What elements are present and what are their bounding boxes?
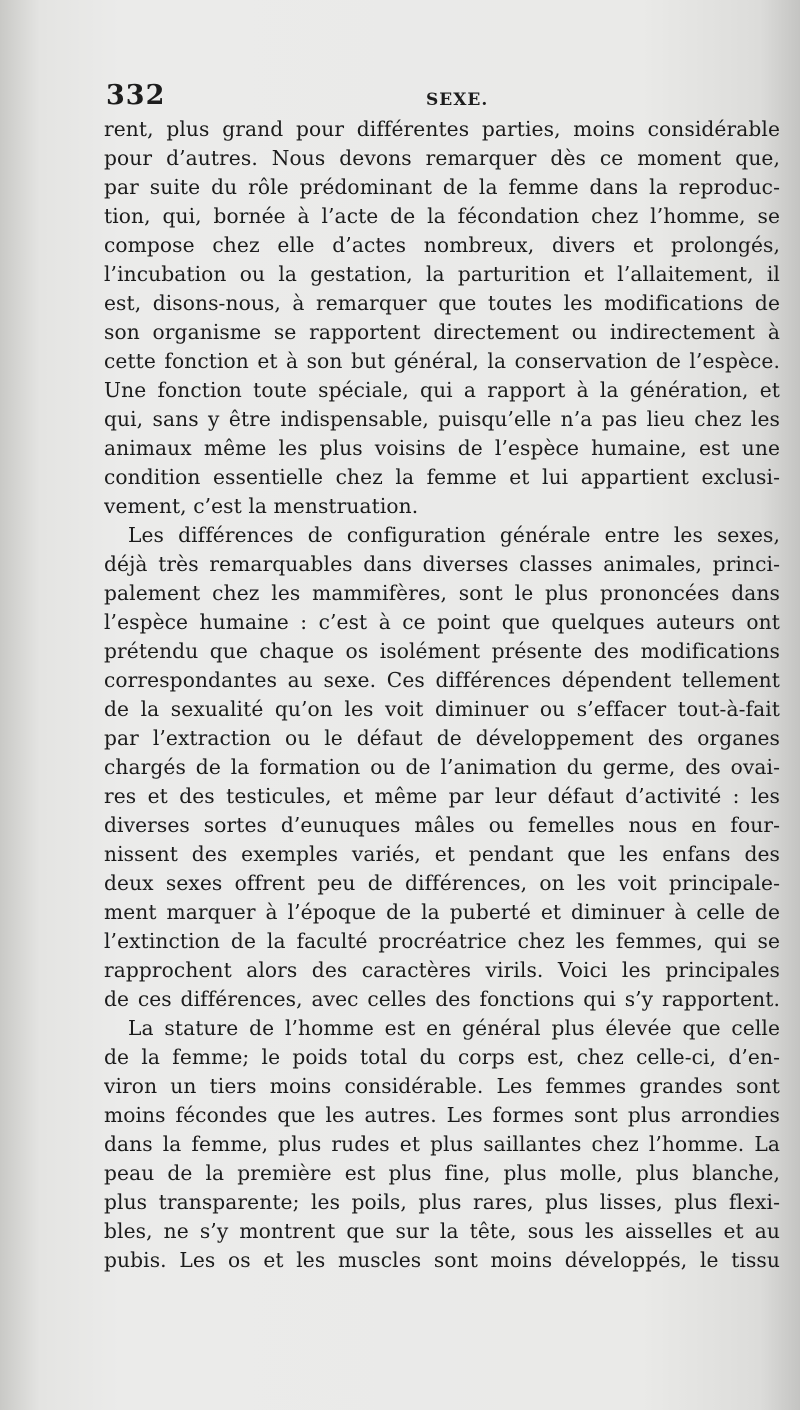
running-head: SEXE. [426, 90, 489, 110]
text-line: de la sexualité qu’on les voit diminuer ou s’effacer tout-à-fait [104, 697, 780, 721]
text-line: La stature de l’homme est en général plus élevée que celle [128, 1016, 780, 1040]
text-line: est, disons-nous, à remarquer que toutes les modifications de [104, 291, 780, 315]
text-line: son organisme se rapportent directement ou indirectement à [104, 320, 780, 344]
text-line: Les différences de configuration générale entre les sexes, [128, 523, 780, 547]
text-line: pubis. Les os et les muscles sont moins développés, le tissu [104, 1248, 780, 1272]
text-line: moins fécondes que les autres. Les formes sont plus arrondies [104, 1103, 780, 1127]
body-text [104, 115, 780, 1275]
text-line: déjà très remarquables dans diverses classes animales, princi- [104, 552, 780, 576]
text-line: prétendu que chaque os isolément présente des modifications [104, 639, 780, 663]
text-line: nissent des exemples variés, et pendant que les enfans des [104, 842, 780, 866]
text-line: viron un tiers moins considérable. Les femmes grandes sont [104, 1074, 780, 1098]
text-line: diverses sortes d’eunuques mâles ou femelles nous en four- [104, 813, 780, 837]
text-line: res et des testicules, et même par leur défaut d’activité : les [104, 784, 780, 808]
text-line: pour d’autres. Nous devons remarquer dès ce moment que, [104, 146, 780, 170]
text-line: animaux même les plus voisins de l’espèce humaine, est une [104, 436, 780, 460]
text-line: l’incubation ou la gestation, la parturition et l’allaitement, il [104, 262, 780, 286]
text-line: tion, qui, bornée à l’acte de la fécondation chez l’homme, se [104, 204, 780, 228]
text-line: correspondantes au sexe. Ces différences dépendent tellement [104, 668, 780, 692]
text-line: chargés de la formation ou de l’animation du germe, des ovai- [104, 755, 780, 779]
page-number: 332 [106, 80, 166, 111]
text-line: condition essentielle chez la femme et lui appartient exclusi- [104, 465, 780, 489]
text-line: ment marquer à l’époque de la puberté et diminuer à celle de [104, 900, 780, 924]
text-line: peau de la première est plus fine, plus molle, plus blanche, [104, 1161, 780, 1185]
text-line: Une fonction toute spéciale, qui a rapport à la génération, et [104, 378, 780, 402]
text-line: l’extinction de la faculté procréatrice chez les femmes, qui se [104, 929, 780, 953]
text-line: par l’extraction ou le défaut de développement des organes [104, 726, 780, 750]
text-line: rent, plus grand pour différentes parties, moins considérable [104, 117, 780, 141]
text-line: de la femme; le poids total du corps est, chez celle-ci, d’en- [104, 1045, 780, 1069]
text-line: deux sexes offrent peu de différences, on les voit principale- [104, 871, 780, 895]
text-line: bles, ne s’y montrent que sur la tête, sous les aisselles et au [104, 1219, 780, 1243]
text-line: palement chez les mammifères, sont le plus prononcées dans [104, 581, 780, 605]
text-line: rapprochent alors des caractères virils. Voici les principales [104, 958, 780, 982]
text-line: l’espèce humaine : c’est à ce point que quelques auteurs ont [104, 610, 780, 634]
text-line: cette fonction et à son but général, la conservation de l’espèce. [104, 349, 780, 373]
text-line: vement, c’est la menstruation. [104, 494, 419, 518]
text-line: dans la femme, plus rudes et plus saillantes chez l’homme. La [104, 1132, 780, 1156]
page-header [102, 78, 782, 114]
text-line: plus transparente; les poils, plus rares, plus lisses, plus flexi- [104, 1190, 780, 1214]
text-line: par suite du rôle prédominant de la femme dans la reproduc- [104, 175, 780, 199]
text-line: qui, sans y être indispensable, puisqu’elle n’a pas lieu chez les [104, 407, 780, 431]
text-line: de ces différences, avec celles des fonctions qui s’y rapportent. [104, 987, 780, 1011]
text-line: compose chez elle d’actes nombreux, divers et prolongés, [104, 233, 780, 257]
